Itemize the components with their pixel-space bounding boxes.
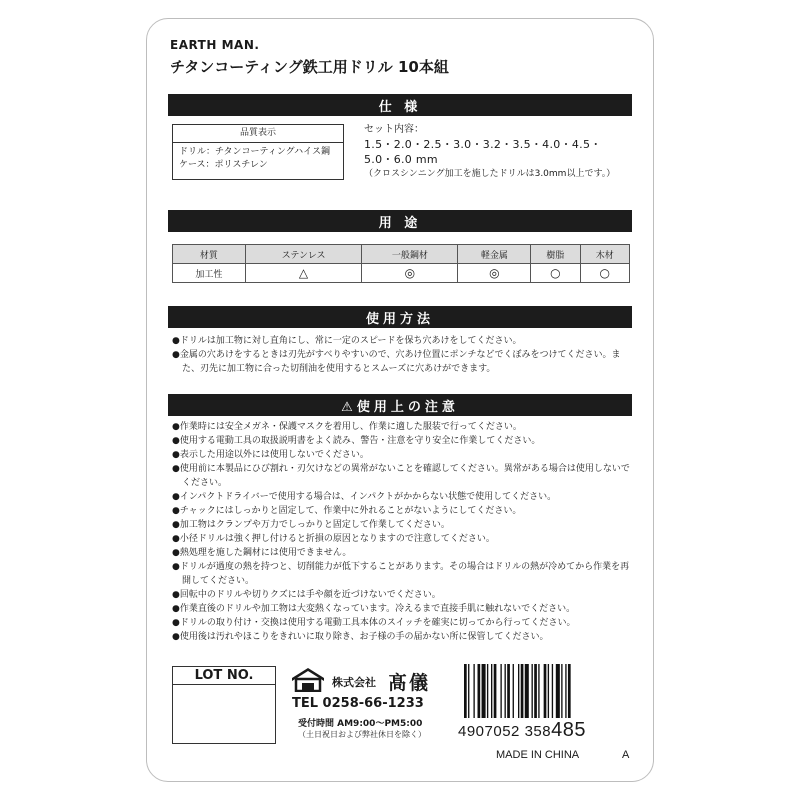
spec-header: 仕 様	[168, 94, 632, 116]
lot-number-box	[172, 666, 276, 744]
howto-item: ●ドリルは加工物に対し直角にし、常に一定のスピードを保ち穴あけをしてください。	[172, 336, 522, 346]
lot-label: LOT NO.	[173, 667, 275, 685]
usage-col-header: 樹脂	[531, 245, 580, 264]
caution-list	[172, 420, 634, 644]
company-logo-icon	[290, 666, 326, 692]
caution-item: ●使用前に本製品にひび割れ・刃欠けなどの異常がないことを確認してください。異常がある場合は使用しないでください。	[172, 464, 630, 488]
barcode-main: 4907052 358	[458, 723, 552, 740]
usage-col-header: 木材	[580, 245, 629, 264]
quality-header: 品質表示	[173, 125, 343, 143]
caution-item: ●使用する電動工具の取扱説明書をよく読み、警告・注意を守り安全に作業してください。	[172, 436, 541, 446]
caution-item: ●チャックにはしっかりと固定して、作業中に外れることがないようにしてください。	[172, 506, 522, 516]
caution-item: ●表示した用途以外には使用しないでください。	[172, 450, 369, 460]
caution-item: ●作業時には安全メガネ・保護マスクを着用し、作業に適した服装で行ってください。	[172, 422, 522, 432]
usage-col-header: 軽金属	[458, 245, 531, 264]
caution-item: ●加工物はクランプや万力でしっかりと固定して作業してください。	[172, 520, 450, 530]
usage-table	[172, 244, 630, 283]
set-sizes-line: 5.0・6.0 mm	[364, 153, 438, 166]
caution-header: ⚠使用上の注意	[168, 394, 632, 416]
caution-item: ●インパクトドライバーで使用する場合は、インパクトがかからない状態で使用してください。	[172, 492, 557, 502]
version-letter: A	[622, 749, 630, 761]
quality-line: ケース：ポリスチレン	[179, 160, 268, 170]
rating-cell: ○	[531, 264, 580, 283]
caution-item: ●作業直後のドリルや加工物は大変熱くなっています。冷えるまで直接手肌に触れないでください。	[172, 604, 576, 614]
company-tel: TEL 0258-66-1233	[292, 696, 424, 711]
usage-row-label: 加工性	[173, 264, 246, 283]
howto-list	[172, 334, 634, 376]
quality-box	[172, 124, 344, 180]
caution-item: ●ドリルが過度の熱を持つと、切削能力が低下することがあります。その場合はドリルの熱が冷めてから作業を再開してください。	[172, 562, 630, 586]
caution-item: ●小径ドリルは強く押し付けると折損の原因となりますので注意してください。	[172, 534, 495, 544]
rating-cell: △	[245, 264, 362, 283]
usage-col-header: ステンレス	[245, 245, 362, 264]
caution-item: ●使用後は汚れやほこりをきれいに取り除き、お子様の手の届かない所に保管してください。	[172, 632, 549, 642]
quality-line: ドリル：チタンコーティングハイス鋼	[179, 147, 331, 157]
rating-cell: ○	[580, 264, 629, 283]
barcode-icon	[462, 664, 630, 718]
barcode-number	[458, 719, 586, 742]
usage-header: 用 途	[168, 210, 632, 232]
set-sizes-line: 1.5・2.0・2.5・3.0・3.2・3.5・4.0・4.5・	[364, 138, 602, 151]
caution-item: ●回転中のドリルや切りクズには手や顔を近づけないでください。	[172, 590, 441, 600]
howto-item: ●金属の穴あけをするときは刃先がすべりやすいので、穴あけ位置にポンチなどでくぼみをつけてください。また、刃先に加工物に合った切削油を使用するとスムーズに穴あけができます。	[172, 350, 621, 374]
usage-col-header: 一般鋼材	[362, 245, 458, 264]
company-type: 株式会社	[332, 676, 376, 689]
set-contents	[364, 122, 634, 182]
usage-table-header-row	[173, 245, 630, 264]
company-name: 髙儀	[388, 672, 431, 694]
barcode-tail: 485	[551, 719, 586, 741]
product-title: チタンコーティング鉄工用ドリル 10本組	[170, 58, 449, 76]
usage-col-header: 材質	[173, 245, 246, 264]
made-in-label: MADE IN CHINA	[496, 749, 580, 761]
company-holidays: （土日祝日および弊社休日を除く）	[298, 730, 426, 739]
usage-table-row	[173, 264, 630, 283]
brand-logo: EARTH MAN.	[170, 38, 260, 52]
set-label: セット内容：	[364, 124, 424, 135]
rating-cell: ◎	[458, 264, 531, 283]
caution-item: ●ドリルの取り付け・交換は使用する電動工具本体のスイッチを確実に切ってから行ってください。	[172, 618, 576, 628]
rating-cell: ◎	[362, 264, 458, 283]
company-hours: 受付時間 AM9:00～PM5:00	[298, 719, 423, 729]
caution-item: ●熱処理を施した鋼材には使用できません。	[172, 548, 352, 558]
howto-header: 使用方法	[168, 306, 632, 328]
set-note: （クロスシンニング加工を施したドリルは3.0mm以上です。）	[364, 169, 616, 179]
